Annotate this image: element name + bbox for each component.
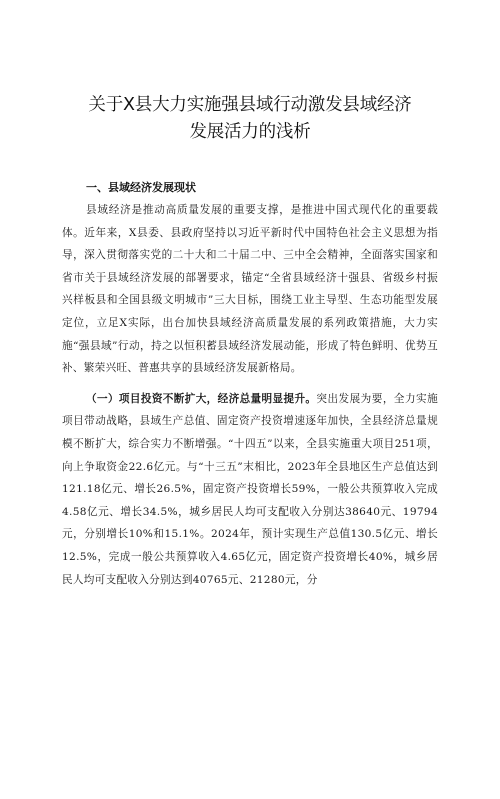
subsection-lead: （一）项目投资不断扩大，经济总量明显提升。 [86,392,317,405]
document-page [0,92,500,799]
section-heading: 一、县域经济发展现状 [86,181,196,194]
title-line-2: 发展活力的浅析 [189,122,311,142]
intro-paragraph: 县域经济是推动高质量发展的重要支撑，是推进中国式现代化的重要载体。近年来，X县委、县政府坚持以习近平新时代中国特色社会主义思想为指导，深入贯彻落实党的二十大和二十届二中、三中全会精神，全面落实国家和省市关于县域经济发展的部署要求，锚定“全省县域经济十强县、省级乡村振兴样板县和全国县级文明城市”三大目标，围绕工业主导型、生态功能型发展定位，立足X实际，出台加快县域经济高质量发展的系列政策措施，大力实施“强县域”行动，持之以恒积蓄县域经济发展动能，形成了特色鲜明、优势互补、繁荣兴旺、普惠共享的县域经济发展新格局。 [62,204,438,375]
investment-body: 突出发展为要，全力实施项目带动战略，县域生产总值、固定资产投资增速逐年加快，全县经济总量规模不断扩大，综合实力不断增强。“十四五”以来，全县实施重大项目251项，向上争取资金22.6亿元。与“十三五”末相比，2023年全县地区生产总值达到121.18亿元、增长26.5%，固定资产投资增长59%，一般公共预算收入完成4.58亿元、增长34.5%，城乡居民人均可支配收入分别达38640元、19794元，分别增长10%和15.1%。2024年，预计实现生产总值130.5亿元、增长12.5%，完成一般公共预算收入4.65亿元，固定资产投资增长40%，城乡居民人均可支配收入分别达到40765元、21280元，分 [62,392,438,586]
investment-paragraph [62,388,438,591]
title-line-1: 关于X县大力实施强县域行动激发县域经济 [88,95,412,115]
document-title [62,92,438,146]
